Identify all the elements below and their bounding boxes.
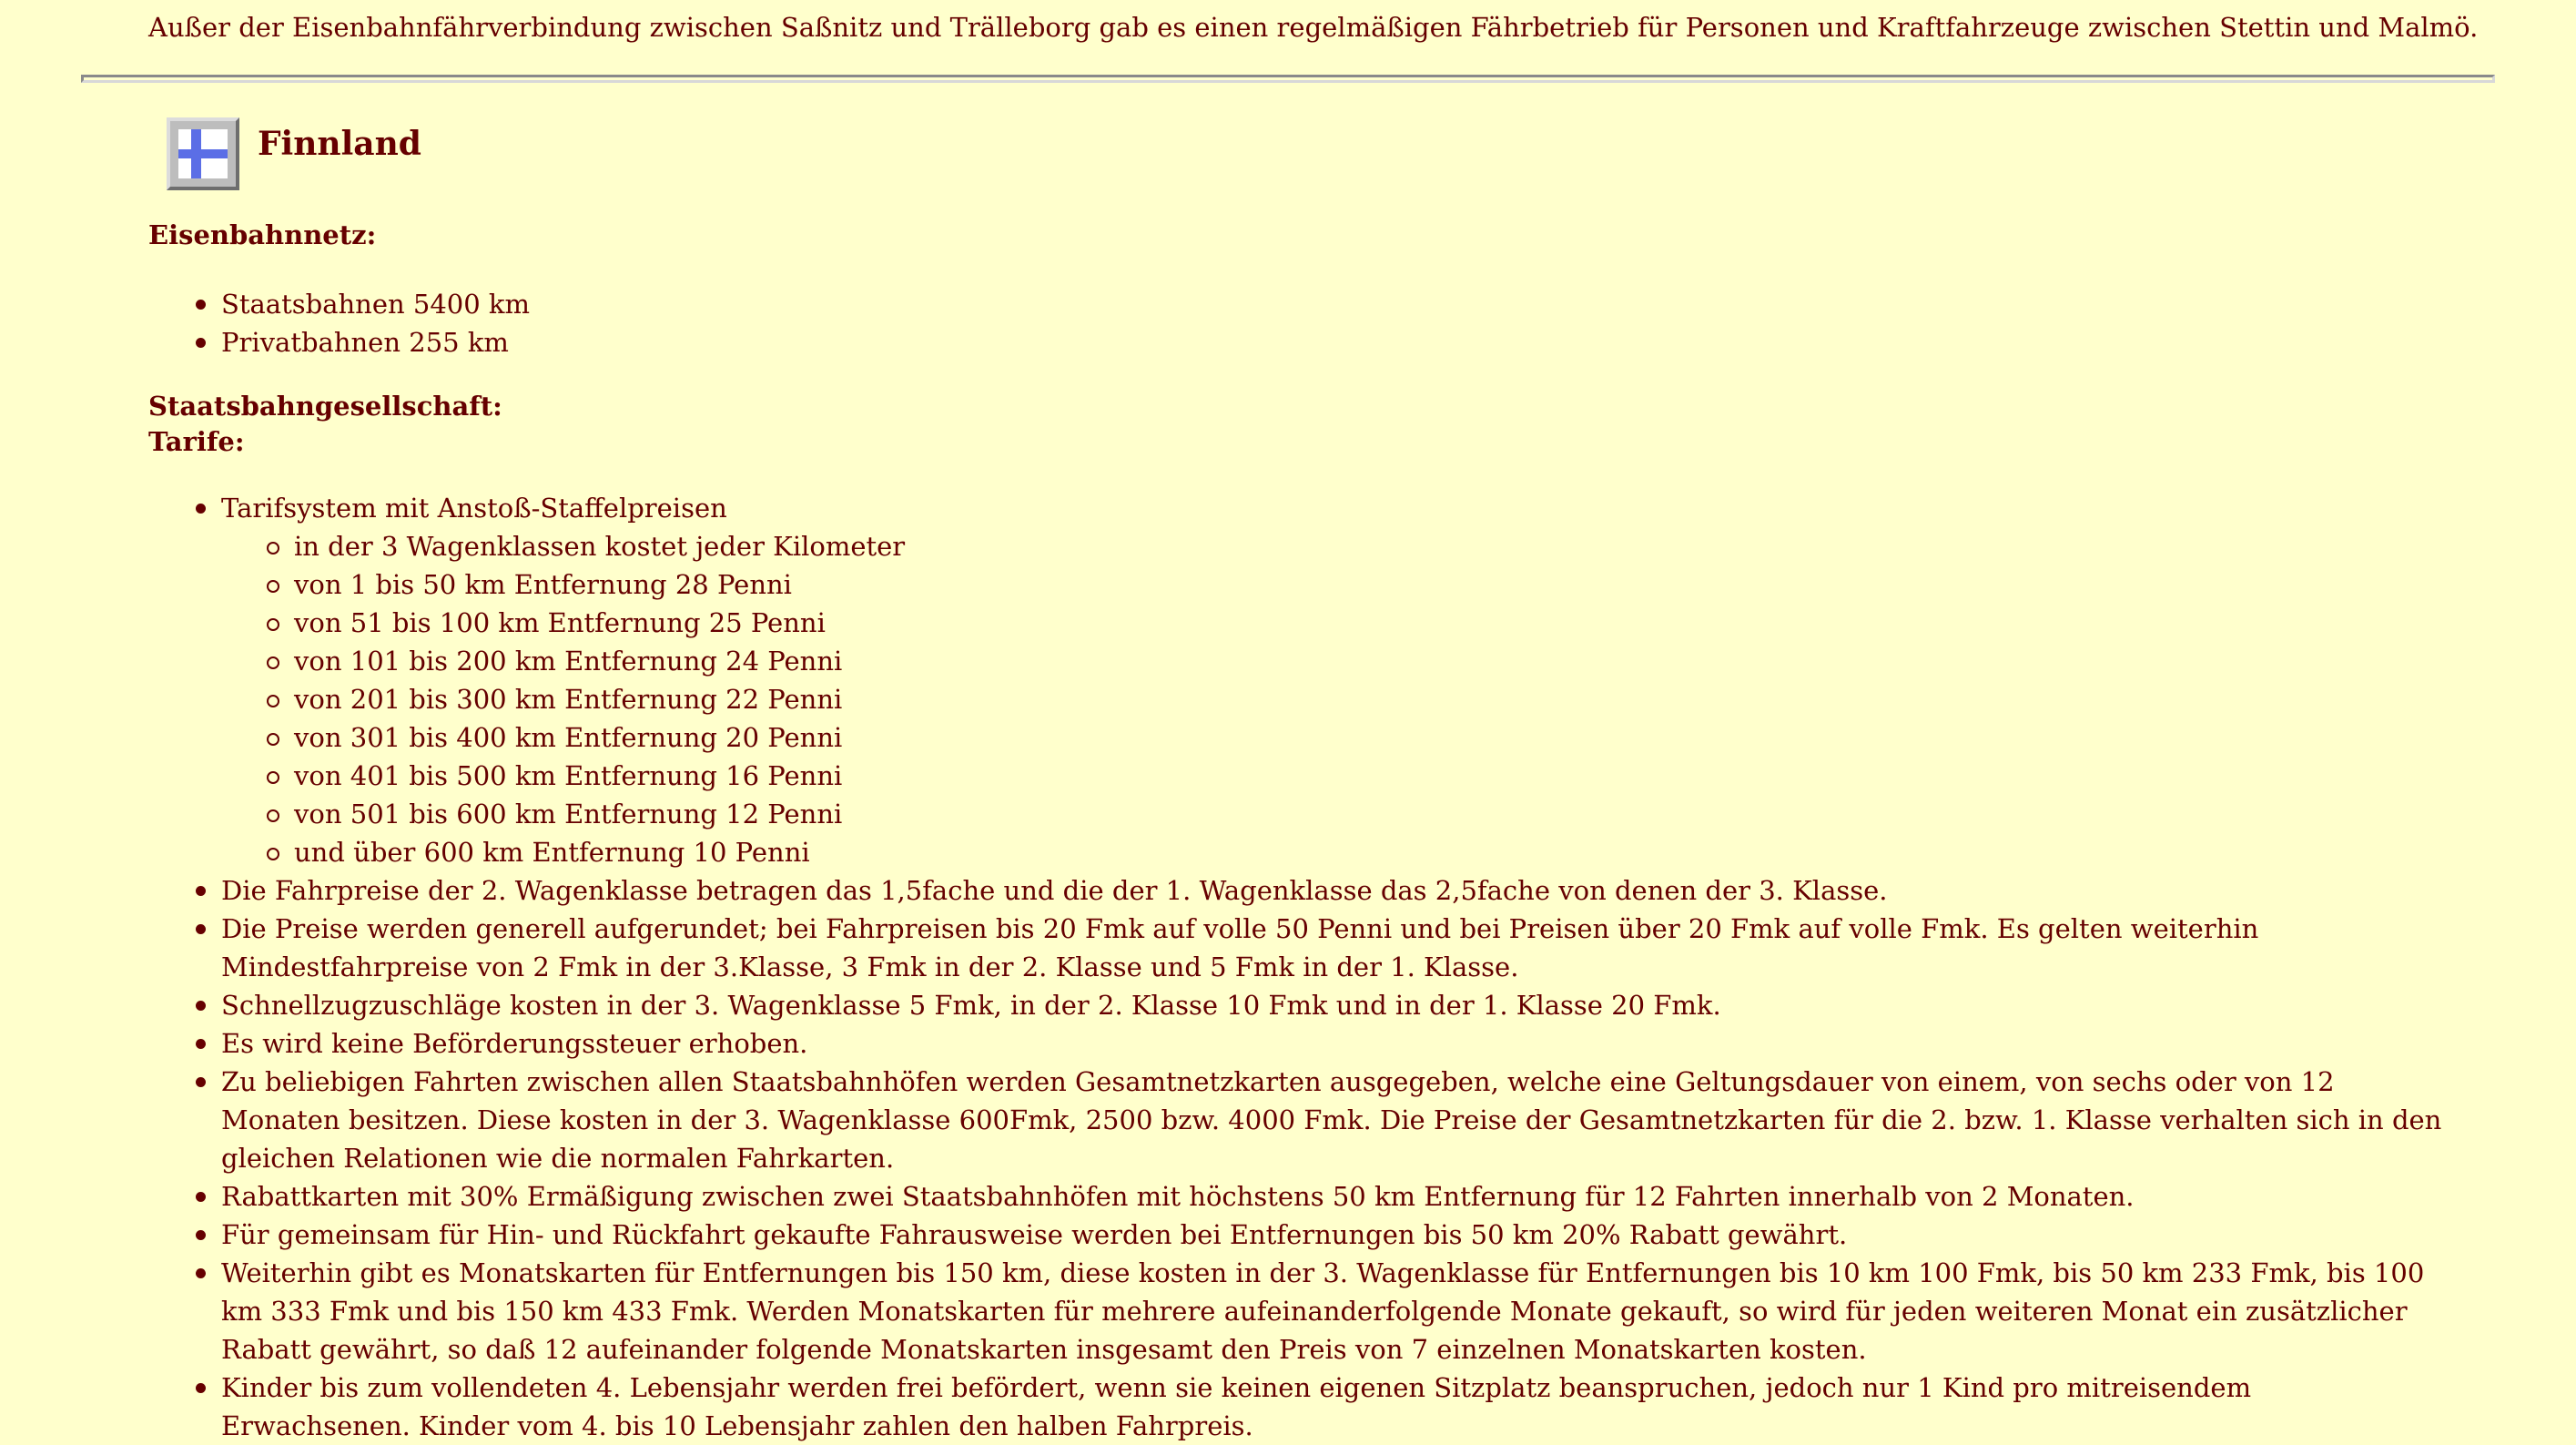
flag-cross-vertical — [191, 129, 201, 178]
list-item: Zu beliebigen Fahrten zwischen allen Staatsbahnhöfen werden Gesamtnetzkarten ausgegeben, welche eine Geltungsdauer von einem, von sechs oder von 12 Monaten besitzen. Diese kosten in der 3. Wagenklasse 600Fmk, 2500 bzw. 4000 Fmk. Die Preise der Gesamtnetzkarten für die 2. bzw. 1. Klasse verhalten sich in den gleichen Relationen wie die normalen Fahrkarten. — [148, 1063, 2442, 1177]
list-item: Privatbahnen 255 km — [148, 323, 2442, 361]
sublist-item: von 301 bis 400 km Entfernung 20 Penni — [221, 718, 2442, 757]
tariff-system-label: Tarifsystem mit Anstoß-Staffelpreisen — [221, 493, 727, 524]
horizontal-rule — [81, 75, 2495, 83]
flag-cross-horizontal — [178, 149, 228, 159]
list-item: Die Fahrpreise der 2. Wagenklasse betragen das 1,5fache und die der 1. Wagenklasse das 2,5fache von denen der 3. Klasse. — [148, 871, 2442, 910]
country-title: Finnland — [258, 125, 421, 163]
tariff-system-sublist — [221, 527, 2442, 871]
sublist-item: von 1 bis 50 km Entfernung 28 Penni — [221, 565, 2442, 604]
list-item: Schnellzugzuschläge kosten in der 3. Wagenklasse 5 Fmk, in der 2. Klasse 10 Fmk und in der 1. Klasse 20 Fmk. — [148, 986, 2442, 1024]
finland-flag-icon — [167, 117, 239, 190]
sublist-item: von 401 bis 500 km Entfernung 16 Penni — [221, 757, 2442, 795]
list-item — [148, 489, 2442, 871]
sublist-item: von 201 bis 300 km Entfernung 22 Penni — [221, 680, 2442, 718]
sublist-item: von 51 bis 100 km Entfernung 25 Penni — [221, 604, 2442, 642]
sublist-item: von 501 bis 600 km Entfernung 12 Penni — [221, 795, 2442, 833]
network-heading: Eisenbahnnetz: — [148, 219, 377, 250]
list-item: Rabattkarten mit 30% Ermäßigung zwischen zwei Staatsbahnhöfen mit höchstens 50 km Entfernung für 12 Fahrten innerhalb von 2 Monaten. — [148, 1177, 2442, 1216]
sublist-item: von 101 bis 200 km Entfernung 24 Penni — [221, 642, 2442, 680]
tariffs-heading: Tarife: — [148, 426, 245, 457]
list-item: Es wird keine Beförderungssteuer erhoben. — [148, 1024, 2442, 1063]
company-heading: Staatsbahngesellschaft: — [148, 391, 502, 422]
list-item: Die Preise werden generell aufgerundet; bei Fahrpreisen bis 20 Fmk auf volle 50 Penni und bei Preisen über 20 Fmk auf volle Fmk. Es gelten weiterhin Mindestfahrpreise von 2 Fmk in der 3.Klasse, 3 Fmk in der 2. Klasse und 5 Fmk in der 1. Klasse. — [148, 910, 2442, 986]
list-item: Für gemeinsam für Hin- und Rückfahrt gekaufte Fahrausweise werden bei Entfernungen bis 50 km 20% Rabatt gewährt. — [148, 1216, 2442, 1254]
network-list — [148, 285, 2442, 361]
list-item: Kinder bis zum vollendeten 4. Lebensjahr werden frei befördert, wenn sie keinen eigenen Sitzplatz beanspruchen, jedoch nur 1 Kind pro mitreisendem Erwachsenen. Kinder vom 4. bis 10 Lebensjahr zahlen den halben Fahrpreis. — [148, 1369, 2442, 1445]
sublist-item: und über 600 km Entfernung 10 Penni — [221, 833, 2442, 871]
flag-image — [178, 129, 228, 178]
list-item: Weiterhin gibt es Monatskarten für Entfernungen bis 150 km, diese kosten in der 3. Wagenklasse für Entfernungen bis 10 km 100 Fmk, bis 50 km 233 Fmk, bis 100 km 333 Fmk und bis 150 km 433 Fmk. Werden Monatskarten für mehrere aufeinanderfolgende Monate gekauft, so wird für jeden weiteren Monat ein zusätzlicher Rabatt gewährt, so daß 12 aufeinander folgende Monatskarten insgesamt den Preis von 7 einzelnen Monatskarten kosten. — [148, 1254, 2442, 1369]
sublist-item: in der 3 Wagenklassen kostet jeder Kilometer — [221, 527, 2442, 565]
tariffs-list — [148, 489, 2442, 1445]
intro-paragraph: Außer der Eisenbahnfährverbindung zwischen Saßnitz und Trälleborg gab es einen regelmäßigen Fährbetrieb für Personen und Kraftfahrzeuge zwischen Stettin und Malmö. — [148, 12, 2479, 43]
list-item: Staatsbahnen 5400 km — [148, 285, 2442, 323]
